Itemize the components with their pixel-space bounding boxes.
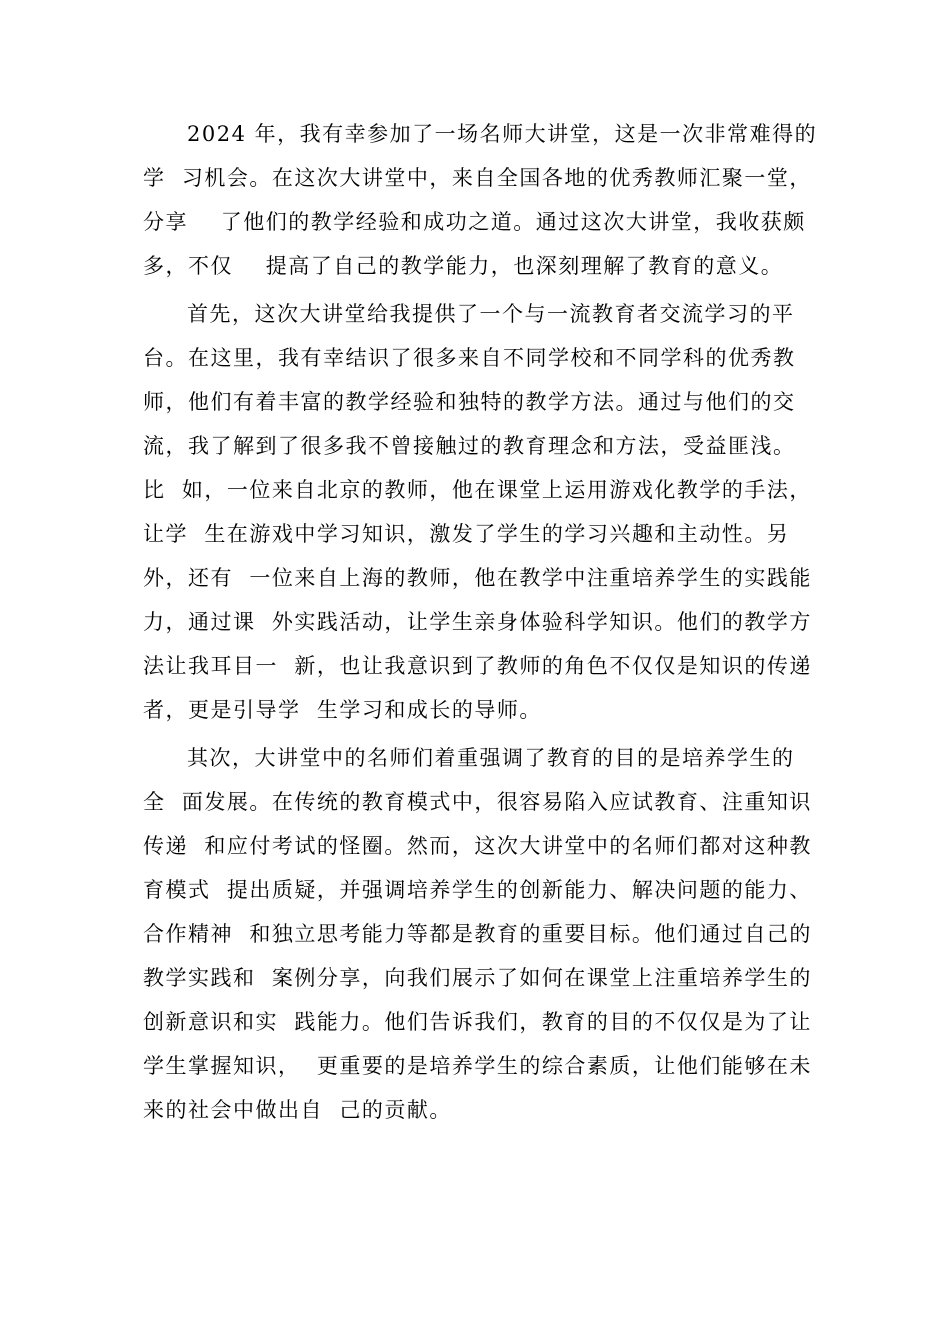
text-line: 首先，这次大讲堂给我提供了一个与一流教育者交流学习的平 [187, 302, 795, 326]
text-line: 台。在这里，我有幸结识了很多来自不同学校和不同学科的优秀教 [143, 346, 796, 370]
text-line: 合作精神 和独立思考能力等都是教育的重要目标。他们通过自己的 [143, 922, 812, 946]
text-line: 2024 年，我有幸参加了一场名师大讲堂，这是一次非常难得的 [187, 122, 818, 146]
document-body [143, 112, 818, 1136]
text-line: 者，更是引导学 生学习和成长的导师。 [143, 698, 542, 722]
text-line: 育模式 提出质疑，并强调培养学生的创新能力、解决问题的能力、 [143, 878, 812, 902]
text-line: 让学 生在游戏中学习知识，激发了学生的学习兴趣和主动性。另 [143, 522, 790, 546]
paragraph-2 [143, 292, 812, 732]
text-line: 师，他们有着丰富的教学经验和独特的教学方法。通过与他们的交 [143, 390, 796, 414]
paragraph-1 [143, 112, 818, 288]
text-line: 学生掌握知识， 更重要的是培养学生的综合素质，让他们能够在未 [143, 1054, 812, 1078]
text-line: 全 面发展。在传统的教育模式中，很容易陷入应试教育、注重知识 [143, 790, 812, 814]
text-line: 来的社会中做出自 己的贡献。 [143, 1098, 452, 1122]
text-line: 比 如，一位来自北京的教师，他在课堂上运用游戏化教学的手法， [143, 478, 812, 502]
text-line: 学 习机会。在这次大讲堂中，来自全国各地的优秀教师汇聚一堂， [143, 166, 812, 190]
text-line: 力，通过课 外实践活动，让学生亲身体验科学知识。他们的教学方 [143, 610, 812, 634]
text-line: 创新意识和实 践能力。他们告诉我们，教育的目的不仅仅是为了让 [143, 1010, 812, 1034]
text-line: 其次，大讲堂中的名师们着重强调了教育的目的是培养学生的 [187, 746, 795, 770]
text-line: 传递 和应付考试的怪圈。然而，这次大讲堂中的名师们都对这种教 [143, 834, 812, 858]
text-line: 分享 了他们的教学经验和成功之道。通过这次大讲堂，我收获颇 [143, 210, 806, 234]
text-line: 流，我了解到了很多我不曾接触过的教育理念和方法，受益匪浅。 [143, 434, 796, 458]
text-line: 教学实践和 案例分享，向我们展示了如何在课堂上注重培养学生的 [143, 966, 812, 990]
paragraph-3 [143, 736, 812, 1132]
text-line: 多，不仅 提高了自己的教学能力，也深刻理解了教育的意义。 [143, 254, 784, 278]
text-line: 法让我耳目一 新，也让我意识到了教师的角色不仅仅是知识的传递 [143, 654, 812, 678]
text-line: 外，还有 一位来自上海的教师，他在教学中注重培养学生的实践能 [143, 566, 812, 590]
